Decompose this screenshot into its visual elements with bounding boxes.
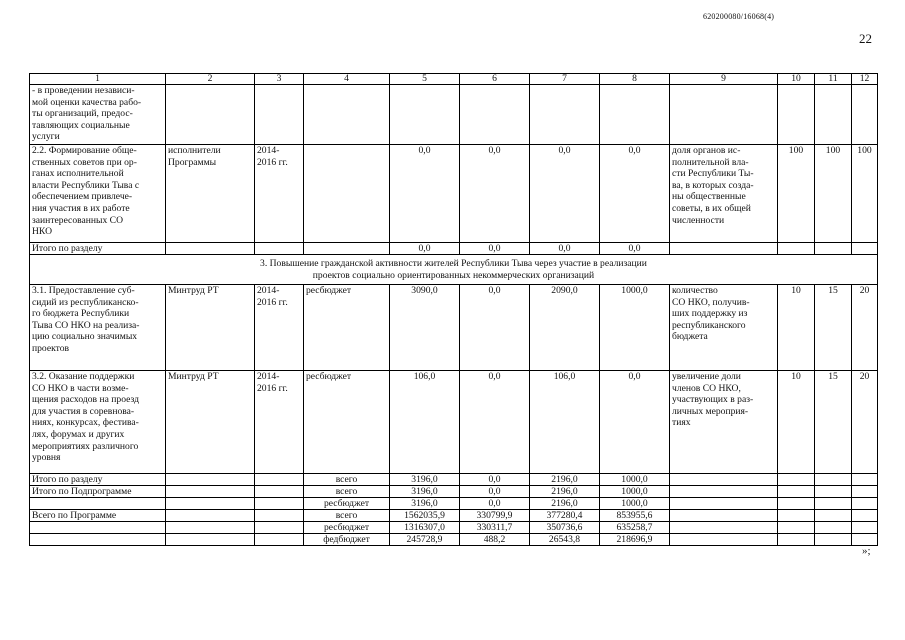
- value-cell: 0,0: [460, 285, 530, 371]
- column-number: 1: [30, 74, 166, 85]
- value-cell: 0,0: [460, 474, 530, 486]
- column-number: 11: [815, 74, 852, 85]
- empty-cell: [815, 522, 852, 534]
- value-cell: 0,0: [530, 243, 600, 255]
- measure-name-cell: 2.2. Формирование обще- ственных советов при ор- ганах исполнительной власти Республики Тыва с обеспечением привлече- ния участия в их работе заинтересованных СО НКО: [30, 145, 166, 243]
- empty-cell: [255, 510, 304, 522]
- table-row: [30, 285, 878, 371]
- empty-cell: [852, 522, 878, 534]
- funding-source: всего: [304, 474, 390, 486]
- empty-cell: [778, 243, 815, 255]
- target-cell: 10: [778, 371, 815, 474]
- target-cell: [815, 85, 852, 145]
- value-cell: 330311,7: [460, 522, 530, 534]
- page-number: 22: [859, 31, 872, 46]
- value-cell: 0,0: [390, 243, 460, 255]
- program-table: [29, 73, 878, 546]
- measure-name-cell: 3.2. Оказание поддержки СО НКО в части возме- щения расходов на проезд для участия в соревнова- ниях, конкурсах, фестива- лях, форумах и других мероприятиях различного уровня: [30, 371, 166, 474]
- empty-cell: [778, 510, 815, 522]
- empty-cell: [670, 498, 778, 510]
- column-number: 5: [390, 74, 460, 85]
- funding-source: федбюджет: [304, 534, 390, 546]
- value-cell: 0,0: [460, 498, 530, 510]
- summary-label: [30, 498, 166, 510]
- value-cell: [530, 85, 600, 145]
- indicator-cell: увеличение доли членов СО НКО, участвующих в раз- личных мероприя- тиях: [670, 371, 778, 474]
- funding-source: всего: [304, 486, 390, 498]
- measure-name-cell: - в проведении независи- мой оценки качества рабо- ты организаций, предос- тавляющих социальные услуги: [30, 85, 166, 145]
- indicator-cell: количество СО НКО, получив- ших поддержку из республиканского бюджета: [670, 285, 778, 371]
- value-cell: 488,2: [460, 534, 530, 546]
- column-number: 3: [255, 74, 304, 85]
- value-cell: 1316307,0: [390, 522, 460, 534]
- summary-row: [30, 522, 878, 534]
- empty-cell: [852, 498, 878, 510]
- empty-cell: [255, 243, 304, 255]
- target-cell: 10: [778, 285, 815, 371]
- column-number: 7: [530, 74, 600, 85]
- empty-cell: [815, 486, 852, 498]
- section-heading-row: [30, 255, 878, 285]
- empty-cell: [166, 522, 255, 534]
- summary-label: [30, 522, 166, 534]
- target-cell: 100: [852, 145, 878, 243]
- executor-cell: Минтруд РТ: [166, 371, 255, 474]
- value-cell: 0,0: [600, 243, 670, 255]
- table-row: [30, 371, 878, 474]
- empty-cell: [670, 243, 778, 255]
- empty-cell: [815, 510, 852, 522]
- target-cell: 100: [815, 145, 852, 243]
- value-cell: 2196,0: [530, 486, 600, 498]
- value-cell: 3196,0: [390, 486, 460, 498]
- empty-cell: [166, 486, 255, 498]
- summary-label: [30, 534, 166, 546]
- value-cell: 853955,6: [600, 510, 670, 522]
- target-cell: 15: [815, 285, 852, 371]
- source-cell: [304, 145, 390, 243]
- empty-cell: [778, 498, 815, 510]
- period-cell: 2014- 2016 гг.: [255, 285, 304, 371]
- summary-label: Итого по разделу: [30, 474, 166, 486]
- empty-cell: [255, 534, 304, 546]
- value-cell: 0,0: [460, 145, 530, 243]
- empty-cell: [815, 474, 852, 486]
- value-cell: 330799,9: [460, 510, 530, 522]
- value-cell: [390, 85, 460, 145]
- value-cell: 1000,0: [600, 474, 670, 486]
- summary-label: Итого по Подпрограмме: [30, 486, 166, 498]
- empty-cell: [255, 474, 304, 486]
- period-cell: [255, 85, 304, 145]
- empty-cell: [255, 498, 304, 510]
- value-cell: 2196,0: [530, 474, 600, 486]
- empty-cell: [670, 534, 778, 546]
- empty-cell: [778, 474, 815, 486]
- executor-cell: [166, 85, 255, 145]
- value-cell: 106,0: [530, 371, 600, 474]
- empty-cell: [166, 498, 255, 510]
- summary-row: [30, 474, 878, 486]
- funding-source: всего: [304, 510, 390, 522]
- column-number: 2: [166, 74, 255, 85]
- value-cell: 1000,0: [600, 486, 670, 498]
- column-number: 9: [670, 74, 778, 85]
- column-number: 8: [600, 74, 670, 85]
- source-cell: ресбюджет: [304, 285, 390, 371]
- empty-cell: [852, 243, 878, 255]
- section-total-row: [30, 243, 878, 255]
- period-cell: 2014- 2016 гг.: [255, 371, 304, 474]
- value-cell: 0,0: [460, 371, 530, 474]
- empty-cell: [778, 522, 815, 534]
- document-id: 620200080/16068(4): [703, 12, 775, 21]
- target-cell: [778, 85, 815, 145]
- column-number-row: [30, 74, 878, 85]
- value-cell: 245728,9: [390, 534, 460, 546]
- value-cell: [460, 85, 530, 145]
- funding-source: ресбюджет: [304, 498, 390, 510]
- summary-row: [30, 498, 878, 510]
- target-cell: 20: [852, 371, 878, 474]
- executor-cell: Минтруд РТ: [166, 285, 255, 371]
- target-cell: 15: [815, 371, 852, 474]
- empty-cell: [255, 486, 304, 498]
- empty-cell: [852, 474, 878, 486]
- value-cell: 106,0: [390, 371, 460, 474]
- column-number: 10: [778, 74, 815, 85]
- target-cell: [852, 85, 878, 145]
- empty-cell: [815, 243, 852, 255]
- source-cell: ресбюджет: [304, 371, 390, 474]
- empty-cell: [255, 522, 304, 534]
- value-cell: 350736,6: [530, 522, 600, 534]
- closing-quote-mark: »;: [862, 545, 871, 557]
- value-cell: 3196,0: [390, 498, 460, 510]
- column-number: 6: [460, 74, 530, 85]
- empty-cell: [778, 486, 815, 498]
- target-cell: 100: [778, 145, 815, 243]
- empty-cell: [670, 474, 778, 486]
- source-cell: [304, 85, 390, 145]
- summary-label: Всего по Программе: [30, 510, 166, 522]
- summary-row: [30, 486, 878, 498]
- value-cell: 1000,0: [600, 285, 670, 371]
- empty-cell: [166, 534, 255, 546]
- empty-cell: [815, 534, 852, 546]
- value-cell: 377280,4: [530, 510, 600, 522]
- table-row: [30, 145, 878, 243]
- value-cell: 1000,0: [600, 498, 670, 510]
- summary-row: [30, 510, 878, 522]
- value-cell: 0,0: [600, 371, 670, 474]
- value-cell: 3090,0: [390, 285, 460, 371]
- empty-cell: [778, 534, 815, 546]
- empty-cell: [166, 510, 255, 522]
- value-cell: 3196,0: [390, 474, 460, 486]
- value-cell: 0,0: [460, 486, 530, 498]
- table-row: [30, 85, 878, 145]
- value-cell: 0,0: [460, 243, 530, 255]
- value-cell: 2090,0: [530, 285, 600, 371]
- value-cell: 0,0: [530, 145, 600, 243]
- empty-cell: [166, 474, 255, 486]
- value-cell: 635258,7: [600, 522, 670, 534]
- empty-cell: [852, 534, 878, 546]
- empty-cell: [670, 486, 778, 498]
- indicator-cell: [670, 85, 778, 145]
- executor-cell: исполнители Программы: [166, 145, 255, 243]
- column-number: 12: [852, 74, 878, 85]
- total-label: Итого по разделу: [30, 243, 166, 255]
- column-number: 4: [304, 74, 390, 85]
- target-cell: 20: [852, 285, 878, 371]
- value-cell: 0,0: [390, 145, 460, 243]
- empty-cell: [166, 243, 255, 255]
- empty-cell: [670, 510, 778, 522]
- value-cell: 218696,9: [600, 534, 670, 546]
- section-title: 3. Повышение гражданской активности жителей Республики Тыва через участие в реализации проектов социально ориентированных некоммерческих организаций: [30, 255, 878, 285]
- empty-cell: [852, 486, 878, 498]
- value-cell: 2196,0: [530, 498, 600, 510]
- period-cell: 2014- 2016 гг.: [255, 145, 304, 243]
- summary-row: [30, 534, 878, 546]
- empty-cell: [815, 498, 852, 510]
- value-cell: 1562035,9: [390, 510, 460, 522]
- indicator-cell: доля органов ис- полнительной вла- сти Республики Ты- ва, в которых созда- ны общественные советы, в их общей численности: [670, 145, 778, 243]
- empty-cell: [852, 510, 878, 522]
- value-cell: [600, 85, 670, 145]
- empty-cell: [304, 243, 390, 255]
- empty-cell: [670, 522, 778, 534]
- measure-name-cell: 3.1. Предоставление суб- сидий из республиканско- го бюджета Республики Тыва СО НКО на реализа- цию социально значимых проектов: [30, 285, 166, 371]
- value-cell: 26543,8: [530, 534, 600, 546]
- funding-source: ресбюджет: [304, 522, 390, 534]
- value-cell: 0,0: [600, 145, 670, 243]
